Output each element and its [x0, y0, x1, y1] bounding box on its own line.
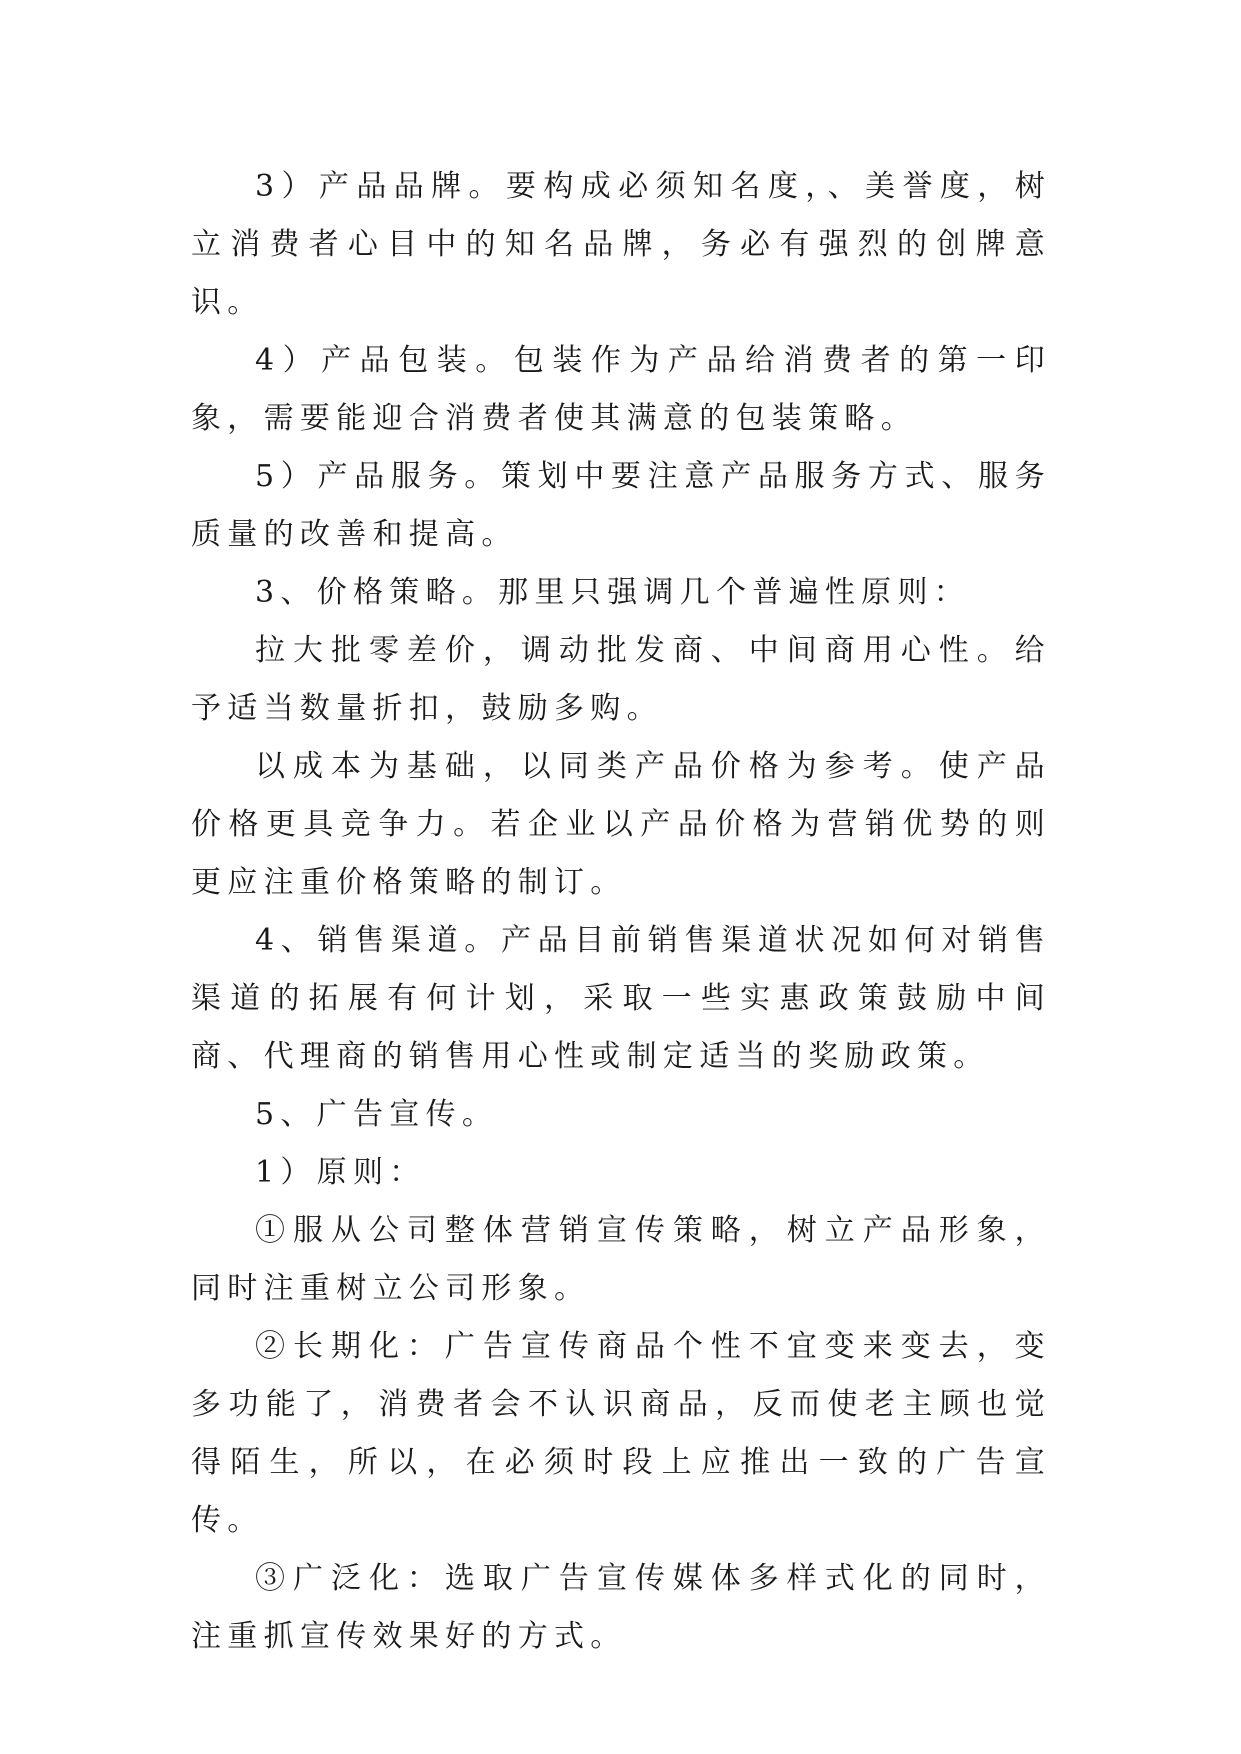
heading-principles: 1）原则： [255, 1155, 426, 1190]
paragraph-price-spread: 拉大批零差价，调动批发商、中间商用心性。给予适当数量折扣，鼓励多购。 [191, 633, 1051, 726]
heading-advertising: 5、广告宣传。 [255, 1097, 499, 1132]
paragraph-product-packaging: 4）产品包装。包装作为产品给消费者的第一印象，需要能迎合消费者使其满意的包装策略。 [191, 343, 1051, 436]
paragraph-product-brand: 3）产品品牌。要构成必须知名度，、美誉度，树立消费者心目中的知名品牌，务必有强烈的创牌意识。 [191, 169, 1051, 320]
list-item-principle-1: ①服从公司整体营销宣传策略，树立产品形象，同时注重树立公司形象。 [191, 1213, 1051, 1306]
paragraph-product-service: 5）产品服务。策划中要注意产品服务方式、服务质量的改善和提高。 [191, 459, 1051, 552]
paragraph-cost-basis: 以成本为基础，以同类产品价格为参考。使产品价格更具竞争力。若企业以产品价格为营销优势的则更应注重价格策略的制订。 [191, 749, 1051, 900]
document-body [191, 158, 1051, 1666]
paragraph-sales-channels: 4、销售渠道。产品目前销售渠道状况如何对销售渠道的拓展有何计划，采取一些实惠政策鼓励中间商、代理商的销售用心性或制定适当的奖励政策。 [191, 923, 1051, 1074]
list-item-principle-3: ③广泛化：选取广告宣传媒体多样式化的同时，注重抓宣传效果好的方式。 [191, 1561, 1051, 1654]
heading-pricing-strategy: 3、价格策略。那里只强调几个普遍性原则： [255, 575, 971, 610]
list-item-principle-2: ②长期化：广告宣传商品个性不宜变来变去，变多功能了，消费者会不认识商品，反而使老主顾也觉得陌生，所以，在必须时段上应推出一致的广告宣传。 [191, 1329, 1051, 1538]
